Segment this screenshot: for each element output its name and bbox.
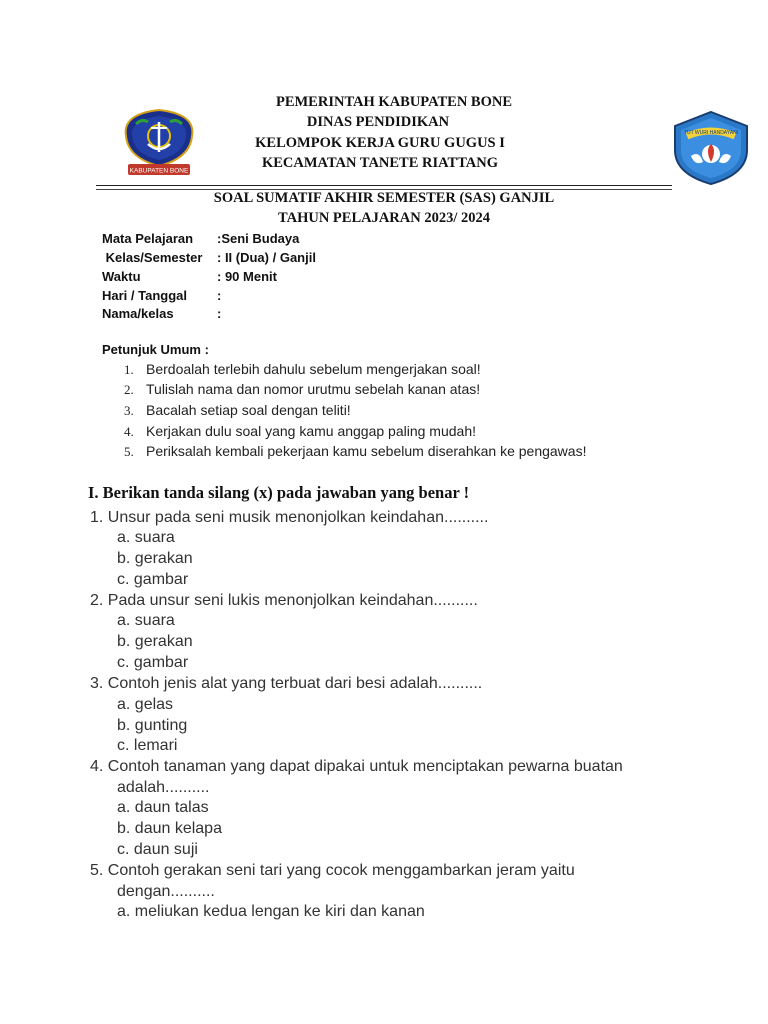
right-logo-text: TUT WURI HANDAYANI: [683, 130, 739, 136]
instruction-text: Kerjakan dulu soal yang kamu anggap paling mudah!: [146, 423, 477, 439]
question-5-continuation: dengan..........: [117, 883, 215, 900]
instruction-text: Periksalah kembali pekerjaan kamu sebelum diserahkan ke pengawas!: [146, 443, 587, 459]
question-1: 1. Unsur pada seni musik menonjolkan keindahan..........: [90, 509, 489, 526]
info-label: Hari / Tanggal: [102, 288, 187, 303]
letterhead-line-3: KELOMPOK KERJA GURU GUGUS I: [255, 135, 505, 151]
instruction-number: 1.: [124, 362, 134, 377]
question-5-option-a: a. meliukan kedua lengan ke kiri dan kanan: [117, 903, 425, 920]
instruction-item: [124, 381, 480, 398]
question-2-option-a: a. suara: [117, 612, 175, 629]
instruction-text: Bacalah setiap soal dengan teliti!: [146, 402, 351, 418]
question-2-option-c: c. gambar: [117, 654, 189, 671]
instruction-item: [124, 443, 586, 460]
instruction-number: 3.: [124, 403, 134, 418]
instruction-text: Tulislah nama dan nomor urutmu sebelah kanan atas!: [146, 381, 481, 397]
letterhead-line-4: KECAMATAN TANETE RIATTANG: [261, 155, 499, 171]
info-value: :: [217, 288, 222, 303]
question-4-option-c: c. daun suji: [117, 841, 198, 858]
question-1-option-b: b. gerakan: [117, 550, 193, 567]
question-3-option-c: c. lemari: [117, 737, 178, 754]
left-logo-text: KABUPATEN BONE: [129, 167, 189, 175]
info-value: : 90 Menit: [217, 269, 277, 284]
info-label: Mata Pelajaran: [102, 231, 194, 246]
question-3-option-b: b. gunting: [117, 717, 188, 734]
letterhead-line-1: PEMERINTAH KABUPATEN BONE: [275, 94, 513, 110]
question-3-option-a: a. gelas: [117, 696, 174, 713]
header-divider: [96, 185, 672, 186]
question-4-option-b: b. daun kelapa: [117, 820, 222, 837]
question-1-option-c: c. gambar: [117, 571, 189, 588]
info-label: Waktu: [102, 269, 141, 284]
letterhead-line-2: DINAS PENDIDIKAN: [306, 114, 450, 130]
info-label: Nama/kelas: [102, 306, 174, 321]
info-value: :Seni Budaya: [217, 231, 300, 246]
question-1-option-a: a. suara: [117, 529, 175, 546]
question-4: 4. Contoh tanaman yang dapat dipakai untuk menciptakan pewarna buatan: [90, 758, 623, 775]
question-3: 3. Contoh jenis alat yang terbuat dari besi adalah..........: [90, 675, 483, 692]
info-label: Kelas/Semester: [102, 250, 203, 265]
instruction-number: 2.: [124, 382, 134, 397]
instruction-number: 5.: [124, 444, 134, 459]
question-2: 2. Pada unsur seni lukis menonjolkan keindahan..........: [90, 592, 478, 609]
exam-title: SOAL SUMATIF AKHIR SEMESTER (SAS) GANJIL: [213, 190, 555, 206]
instruction-text: Berdoalah terlebih dahulu sebelum mengerjakan soal!: [146, 361, 481, 377]
question-5: 5. Contoh gerakan seni tari yang cocok menggambarkan jeram yaitu: [90, 862, 575, 879]
exam-info: [102, 231, 502, 326]
tut-wuri-handayani-logo: [669, 110, 753, 186]
info-value: : II (Dua) / Ganjil: [217, 250, 316, 265]
instruction-item: [124, 423, 476, 440]
instructions-heading: Petunjuk Umum :: [102, 342, 209, 357]
exam-year: TAHUN PELAJARAN 2023/ 2024: [278, 210, 490, 226]
instruction-number: 4.: [124, 424, 134, 439]
question-2-option-b: b. gerakan: [117, 633, 193, 650]
letterhead: [160, 94, 600, 174]
section-heading: I. Berikan tanda silang (x) pada jawaban yang benar !: [88, 483, 470, 502]
info-value: :: [217, 306, 222, 321]
question-4-option-a: a. daun talas: [117, 799, 209, 816]
instruction-item: [124, 361, 481, 378]
instruction-item: [124, 402, 351, 419]
question-4-continuation: adalah..........: [117, 779, 210, 796]
